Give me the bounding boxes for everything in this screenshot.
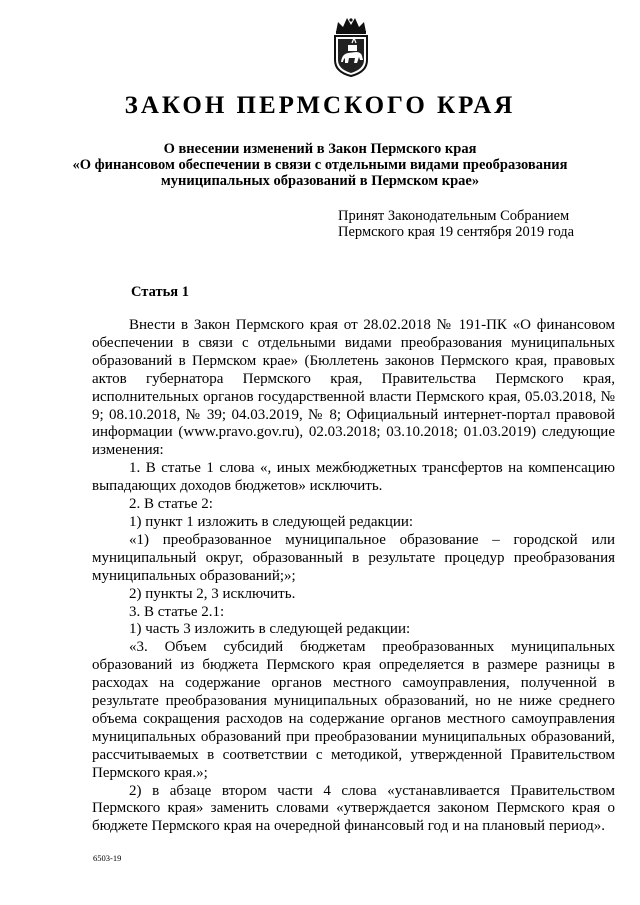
law-title: ЗАКОН ПЕРМСКОГО КРАЯ <box>124 92 516 119</box>
adoption-note <box>338 208 574 240</box>
article-heading: Статья 1 <box>131 284 189 300</box>
article-paragraph: Внести в Закон Пермского края от 28.02.2018 № 191-ПК «О финансовом обеспечении в связи с отдельными видами преобразования муниципальных образований в Пермском крае» (Бюллетень законов Пермского края, правовых актов губернатора Пермского края, Правительства Пермского края, исполнительных органов государственной власти Пермского края, 05.03.2018, № 9; 08.10.2018, № 39; 04.03.2019, № 8; Официальный интернет-портал правовой информации (www.pravo.gov.ru), 02.03.2018; 03.10.2018; 01.03.2019) следующие изменения: <box>92 317 615 459</box>
subtitle-line: «О финансовом обеспечении в связи с отдельными видами преобразования <box>72 157 568 173</box>
article-body <box>92 317 615 836</box>
document-number: 6503-19 <box>93 853 122 863</box>
article-paragraph: 1) часть 3 изложить в следующей редакции: <box>129 621 411 638</box>
article-paragraph: «1) преобразованное муниципальное образование – городской или муниципальный округ, образованный в результате процедур преобразования муниципальных образований;»; <box>92 531 615 584</box>
article-paragraph: 1. В статье 1 слова «, иных межбюджетных трансфертов на компенсацию выпадающих доходов бюджетов» исключить. <box>92 460 615 495</box>
perm-krai-coat-of-arms-icon <box>330 16 372 78</box>
law-subtitle <box>60 141 580 189</box>
subtitle-line: О внесении изменений в Закон Пермского края <box>163 141 477 157</box>
adoption-line: Пермского края 19 сентября 2019 года <box>338 224 575 240</box>
article-paragraph: 2. В статье 2: <box>129 496 213 513</box>
article-paragraph: 2) пункты 2, 3 исключить. <box>129 585 296 602</box>
article-paragraph: 3. В статье 2.1: <box>129 603 225 620</box>
article-paragraph: «3. Объем субсидий бюджетам преобразованных муниципальных образований из бюджета Пермского края определяется в размере разницы в расходах на содержание органов местного самоуправления, полученной в результате преобразования муниципальных образований, но не ниже среднего объема сокращения расходов на содержание органов местного самоуправления муниципальных образований при преобразовании муниципальных образований, рассчитываемых в соответствии с методикой, утвержденной Правительством Пермского края.»; <box>92 639 615 781</box>
adoption-line: Принят Законодательным Собранием <box>338 208 570 224</box>
article-paragraph: 2) в абзаце втором части 4 слова «устанавливается Правительством Пермского края» заменить словами «утверждается законом Пермского края о бюджете Пермского края на очередной финансовый год и на плановый период». <box>92 782 615 835</box>
article-paragraph: 1) пункт 1 изложить в следующей редакции: <box>129 513 414 530</box>
subtitle-line: муниципальных образований в Пермском крае» <box>160 173 480 189</box>
